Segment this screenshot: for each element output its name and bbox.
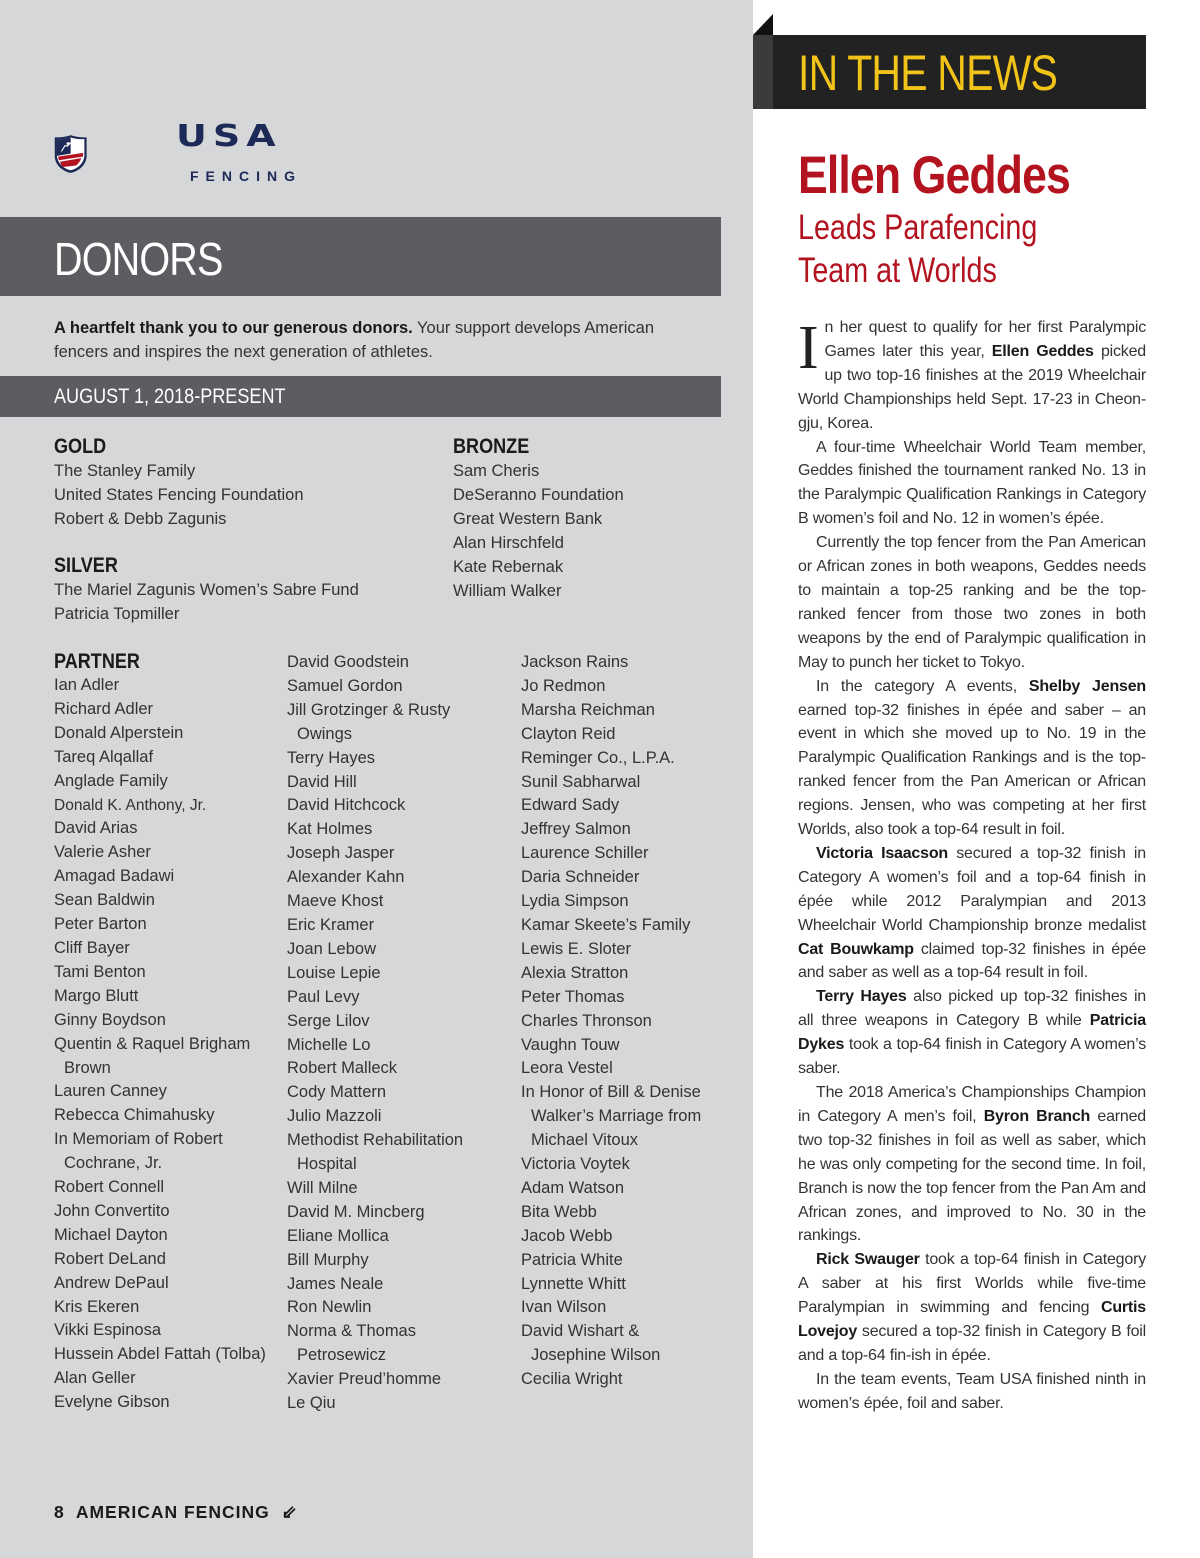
list-item: Rebecca Chimahusky [54,1106,215,1125]
article-paragraph [798,1081,1146,1248]
page-number: 8 [54,1502,65,1522]
text-span: took a top-64 finish in Category A women’s saber. [798,1036,1146,1078]
list-item: Owings [297,724,353,743]
list-item: John Convertito [54,1201,170,1220]
logo-subtitle: FENCING [190,168,302,184]
list-item: Robert DeLand [54,1249,166,1268]
list-item: David Wishart & [521,1322,640,1341]
list-item: The Stanley Family [54,462,196,480]
list-item: Margo Blutt [54,986,139,1005]
article-paragraph [798,985,1146,1081]
text-span: claimed top-32 finishes in épée and saber as well as a top-64 result in foil. [798,940,1147,982]
list-item: Cecilia Wright [521,1370,623,1389]
list-item: Peter Thomas [521,987,625,1006]
list-item: Kamar Skeete’s Family [521,915,691,934]
gold-list [54,460,304,532]
list-item: Hospital [297,1155,357,1174]
list-item: Amagad Badawi [54,867,175,886]
partner-list-col3 [521,651,701,1392]
list-item: Robert Malleck [287,1059,398,1078]
list-item: Vaughn Touw [521,1035,620,1054]
silver-list [54,579,359,627]
list-item: William Walker [453,581,562,600]
list-item: Kat Holmes [287,820,373,839]
list-item: Jackson Rains [521,653,629,671]
list-item: Paul Levy [287,987,360,1006]
gold-title: GOLD [54,435,107,458]
text-span: In the category A events, [816,677,1029,695]
news-banner-fold [753,14,773,35]
list-item: Sunil Sabharwal [521,772,641,791]
list-item: Joseph Jasper [287,844,395,863]
list-item: Alan Geller [54,1369,136,1388]
article-paragraph: A four-time Wheelchair World Team member, Geddes finished the tournament ranked No. 13 in the Paralympic Qualification Rankings in Category B women’s foil and No. 12 in women’s épée. [798,438,1146,528]
text-span: secured a top-32 finish in Category A women’s foil and a top-64 finish in épée while 2012 Paralympian and 2013 Wheelchair World Championship bronze medalist [798,844,1146,934]
list-item: Maeve Khost [287,892,384,911]
list-item: Donald K. Anthony, Jr. [54,796,207,814]
donors-intro [54,316,674,364]
article-paragraph: In the team events, Team USA finished ninth in women’s épée, foil and saber. [798,1370,1146,1412]
bronze-title: BRONZE [453,435,530,458]
list-item: Bill Murphy [287,1250,369,1269]
name-highlight: Rick Swauger [816,1251,920,1269]
name-highlight: Patricia Dykes [798,1012,1146,1054]
list-item: Terry Hayes [287,748,376,767]
text-span: also picked up top-32 finishes in all three weapons in Category B while [798,988,1146,1030]
list-item: United States Fencing Foundation [54,485,304,504]
article-paragraph [798,842,1146,985]
list-item: David Hill [287,772,357,791]
list-item: In Honor of Bill & Denise [521,1083,701,1102]
list-item: Serge Lilov [287,1011,370,1030]
list-item: Ron Newlin [287,1298,372,1317]
list-item: Sean Baldwin [54,891,155,910]
list-item: Michael Vitoux [531,1131,639,1150]
list-item: Norma & Thomas [287,1322,416,1341]
list-item: Hussein Abdel Fattah (Tolba) [54,1345,266,1364]
magazine-name: AMERICAN FENCING [75,1502,270,1522]
list-item: Tareq Alqallaf [54,747,154,766]
list-item: Jeffrey Salmon [521,820,631,839]
list-item: In Memoriam of Robert [54,1130,223,1149]
list-item: Jo Redmon [521,676,606,695]
usa-fencing-shield-icon [54,101,154,207]
news-banner-side [753,35,773,109]
news-section-title: IN THE NEWS [798,45,1058,101]
subhead-line: Leads Parafencing [798,208,1038,247]
text-span: The 2018 America’s Championships Champion in Category A men’s foil, [798,1084,1146,1125]
list-item: Petrosewicz [297,1346,386,1365]
list-item: Leora Vestel [521,1059,613,1078]
list-item: Michelle Lo [287,1035,371,1054]
list-item: Eric Kramer [287,915,375,934]
list-item: Peter Barton [54,915,147,934]
list-item: Valerie Asher [54,843,151,862]
list-item: Walker’s Marriage from [531,1107,702,1126]
article-subhead [798,206,1037,292]
name-highlight: Ellen Geddes [991,342,1094,360]
partner-title: PARTNER [54,650,140,673]
article-paragraph: Currently the top fencer from the Pan American or African zones in both weapons, Geddes needs to maintain a top-25 ranking and be the top-ranked fencer from those two zones in both weapons by the end of Paralympic qualification in May to punch her ticket to Tokyo. [798,534,1146,671]
intro-rest: Your support develops American fencers and inspires the next generation of athletes. [54,319,654,361]
list-item: Brown [64,1058,111,1077]
list-item: Richard Adler [54,699,154,718]
list-item: Kate Rebernak [453,557,564,576]
list-item: David M. Mincberg [287,1202,425,1221]
list-item: Louise Lepie [287,963,381,982]
name-highlight: Shelby Jensen [1028,677,1146,695]
list-item: Methodist Rehabilitation [287,1131,464,1150]
list-item: Daria Schneider [521,868,640,887]
list-item: Lydia Simpson [521,892,629,911]
list-item: The Mariel Zagunis Women’s Sabre Fund [54,581,359,599]
list-item: Victoria Voytek [521,1155,630,1174]
list-item: Donald Alperstein [54,723,184,742]
list-item: Lynnette Whitt [521,1274,626,1293]
list-item: Robert Connell [54,1178,165,1197]
list-item: Edward Sady [521,796,620,815]
list-item: David Hitchcock [287,796,406,815]
list-item: Robert & Debb Zagunis [54,509,227,528]
text-span: picked up two top-16 finishes at the 2019 Wheelchair World Championships held Sept. 17-23 in Cheon-gju, Korea. [798,342,1146,432]
list-item: Xavier Preud’homme [287,1370,442,1389]
period-title: AUGUST 1, 2018-PRESENT [54,385,286,408]
list-item: Clayton Reid [521,724,616,743]
list-item: Reminger Co., L.P.A. [521,748,675,767]
list-item: Adam Watson [521,1178,625,1197]
list-item: Evelyne Gibson [54,1393,170,1412]
list-item: Tami Benton [54,962,146,981]
list-item: Vikki Espinosa [54,1321,162,1340]
list-item: Jacob Webb [521,1226,613,1245]
name-highlight: Curtis Lovejoy [798,1299,1146,1341]
partner-list-col2 [287,651,463,1416]
list-item: Patricia Topmiller [54,604,180,623]
logo-wordmark: USA [176,118,282,154]
list-item: Charles Thronson [521,1011,652,1030]
text-span: earned two top-32 finishes in foil as well as saber, which he was only competing for the second time. In foil, Branch is now the top fencer from the Pan Am and African zones, and improved to No. 30 in the rankings. [798,1107,1146,1245]
name-highlight: Victoria Isaacson [816,844,948,862]
list-item: Andrew DePaul [54,1273,169,1292]
list-item: Ian Adler [54,676,120,694]
list-item: Anglade Family [54,771,168,790]
list-item: Kris Ekeren [54,1297,140,1316]
list-item: Laurence Schiller [521,844,649,863]
list-item: Lauren Canney [54,1082,167,1101]
silver-title: SILVER [54,554,118,577]
name-highlight: Cat Bouwkamp [798,940,914,958]
list-item: Alexia Stratton [521,963,629,982]
name-highlight: Byron Branch [983,1107,1091,1125]
list-item: Great Western Bank [453,509,603,528]
list-item: Will Milne [287,1178,358,1197]
list-item: James Neale [287,1274,384,1293]
list-item: DeSeranno Foundation [453,485,624,504]
list-item: Josephine Wilson [531,1346,661,1365]
list-item: Jill Grotzinger & Rusty [287,700,451,719]
drop-cap: I [798,314,819,382]
article-paragraph [798,675,1146,842]
list-item: David Goodstein [287,653,409,671]
list-item: Quentin & Raquel Brigham [54,1034,251,1053]
article-paragraph [798,316,1146,436]
list-item: Marsha Reichman [521,700,655,719]
donors-title: DONORS [54,233,223,285]
list-item: Lewis E. Sloter [521,939,632,958]
list-item: Bita Webb [521,1202,597,1221]
list-item: Cliff Bayer [54,938,130,957]
article-paragraph [798,1248,1146,1368]
list-item: Alan Hirschfeld [453,533,564,552]
subhead-line: Team at Worlds [798,251,997,290]
text-span: earned top-32 finishes in épée and saber – an event in which she moved up to No. 19 in the Paralympic Qualification Rankings and is the top-ranked fencer from the Pan American or African regions. Jensen, who was competing at her first Worlds, also took a top-64 result in foil. [798,701,1146,839]
arrow-icon: ⇙ [281,1502,298,1522]
list-item: Michael Dayton [54,1225,168,1244]
list-item: Cochrane, Jr. [64,1154,163,1173]
text-span: took a top-64 finish in Category A saber at his first Worlds while five-time Paralympian in swimming and fencing [798,1251,1147,1317]
list-item: Sam Cheris [453,462,540,480]
list-item: Cody Mattern [287,1083,387,1102]
bronze-list [453,460,624,603]
list-item: David Arias [54,819,138,838]
text-span: n her quest to qualify for her first Paralympic Games later this year, [824,319,1146,360]
partner-list-col1 [54,674,266,1415]
list-item: Patricia White [521,1250,623,1269]
article-body [798,316,1146,1416]
intro-bold: A heartfelt thank you to our generous donors. [54,319,413,337]
list-item: Samuel Gordon [287,676,403,695]
page-footer [54,1502,298,1523]
list-item: Ginny Boydson [54,1010,166,1029]
list-item: Alexander Kahn [287,868,405,887]
list-item: Julio Mazzoli [287,1107,382,1126]
list-item: Eliane Mollica [287,1226,389,1245]
list-item: Le Qiu [287,1394,336,1413]
article-headline: Ellen Geddes [798,146,1070,205]
list-item: Ivan Wilson [521,1298,607,1317]
list-item: Joan Lebow [287,939,376,958]
name-highlight: Terry Hayes [816,988,907,1006]
text-span: secured a top-32 finish in Category B foil and a top-64 fin-ish in épée. [798,1323,1146,1364]
